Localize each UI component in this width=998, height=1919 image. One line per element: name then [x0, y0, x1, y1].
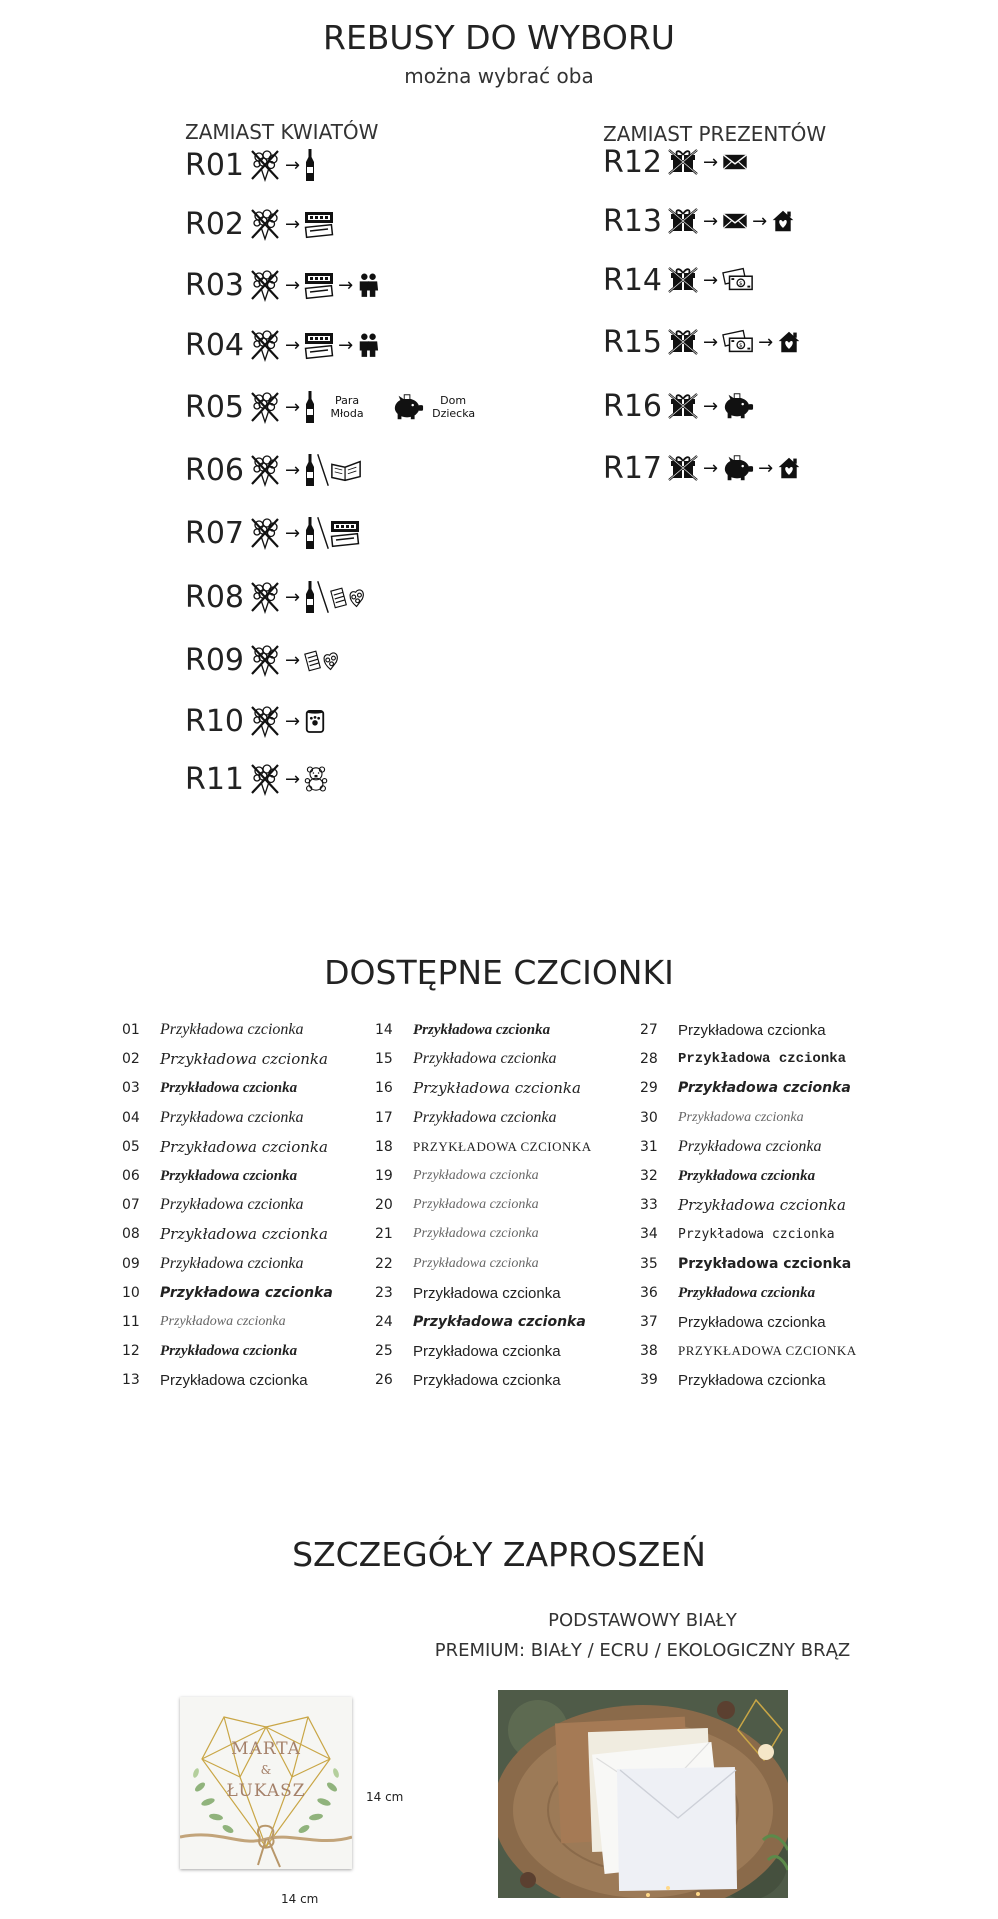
left-column-heading: ZAMIAST KWIATÓW	[185, 120, 379, 144]
rebus-row-r05	[185, 387, 474, 427]
font-sample-24	[375, 1310, 586, 1334]
font-sample-text: Przykładowa czcionka	[678, 1284, 816, 1301]
font-number: 39	[640, 1372, 658, 1388]
font-sample-text: Przykładowa czcionka	[678, 1110, 804, 1125]
font-sample-03	[122, 1076, 297, 1100]
rebus-row-r16	[603, 386, 754, 426]
font-sample-18	[375, 1135, 592, 1159]
arrow-icon: →	[703, 395, 719, 417]
font-number: 08	[122, 1226, 140, 1242]
rebus-code: R10	[185, 703, 245, 739]
font-sample-text: Przykładowa czcionka	[413, 1256, 539, 1271]
arrow-icon: →	[338, 334, 354, 356]
font-sample-text: Przykładowa czcionka	[413, 1197, 539, 1212]
font-number: 05	[122, 1139, 140, 1155]
font-number: 35	[640, 1256, 658, 1272]
bottle-icon	[304, 516, 316, 550]
font-number: 14	[375, 1022, 393, 1038]
font-number: 13	[122, 1372, 140, 1388]
font-number: 34	[640, 1226, 658, 1242]
font-sample-text: Przykładowa czcionka	[413, 1050, 557, 1067]
font-sample-37	[640, 1310, 826, 1334]
arrow-icon: →	[285, 213, 301, 235]
font-number: 04	[122, 1110, 140, 1126]
rebus-row-r06	[185, 450, 362, 490]
slash-separator-icon	[316, 514, 330, 552]
font-number: 20	[375, 1197, 393, 1213]
money-icon	[722, 328, 754, 356]
rebus-row-r01	[185, 145, 316, 185]
rebus-row-r15	[603, 322, 801, 362]
crossed-flowers-icon	[249, 328, 281, 362]
rebus-code: R13	[603, 203, 663, 239]
font-sample-23	[375, 1281, 561, 1305]
rebus-code: R06	[185, 452, 245, 488]
house-heart-icon	[777, 456, 801, 480]
crossed-gift-icon	[667, 207, 699, 235]
font-sample-35	[640, 1252, 851, 1276]
font-number: 10	[122, 1285, 140, 1301]
bottle-icon	[304, 148, 316, 182]
crossed-gift-icon	[667, 454, 699, 482]
card-width-dimension: 14 cm	[281, 1892, 319, 1906]
money-icon	[722, 266, 754, 294]
rebus-row-r17	[603, 448, 801, 488]
pet-food-can-icon	[304, 708, 326, 734]
teddy-bear-icon	[304, 765, 328, 793]
arrow-icon: →	[285, 459, 301, 481]
font-sample-22	[375, 1252, 539, 1276]
font-number: 25	[375, 1343, 393, 1359]
font-sample-13	[122, 1368, 308, 1392]
font-sample-text: Przykładowa czcionka	[678, 1021, 826, 1039]
rebus-row-r14	[603, 260, 754, 300]
rebus-code: R17	[603, 450, 663, 486]
rebus-code: R07	[185, 515, 245, 551]
font-sample-text: Przykładowa czcionka	[160, 1196, 304, 1213]
lottery-ticket-icon	[304, 270, 334, 300]
crossed-flowers-icon	[249, 148, 281, 182]
arrow-icon: →	[752, 210, 768, 232]
font-sample-29	[640, 1076, 851, 1100]
arrow-icon: →	[758, 457, 774, 479]
font-sample-32	[640, 1164, 815, 1188]
rebus-code: R14	[603, 262, 663, 298]
rebus-code: R12	[603, 144, 663, 180]
arrow-icon: →	[285, 154, 301, 176]
arrow-icon: →	[285, 274, 301, 296]
font-sample-34	[640, 1222, 835, 1246]
slash-separator-icon	[316, 578, 330, 616]
note-couple: Para Młoda	[330, 394, 364, 420]
sweets-icon	[330, 583, 368, 611]
font-sample-text: PRZYKŁADOWA CZCIONKA	[678, 1343, 857, 1358]
arrow-icon: →	[758, 331, 774, 353]
font-sample-text: Przykładowa czcionka	[160, 1021, 304, 1038]
piggy-bank-icon	[392, 393, 424, 421]
rebus-row-r08	[185, 577, 368, 617]
font-sample-16	[375, 1076, 581, 1100]
font-sample-text: Przykładowa czcionka	[160, 1314, 286, 1329]
font-sample-38	[640, 1339, 857, 1363]
crossed-flowers-icon	[249, 762, 281, 796]
envelope-icon	[722, 153, 748, 171]
font-sample-09	[122, 1252, 304, 1276]
font-sample-21	[375, 1222, 539, 1246]
font-sample-28	[640, 1047, 846, 1071]
font-number: 38	[640, 1343, 658, 1359]
rebus-row-r12	[603, 142, 748, 182]
right-column-heading: ZAMIAST PREZENTÓW	[603, 122, 827, 146]
rebus-row-r04	[185, 325, 379, 365]
font-sample-text: Przykładowa czcionka	[160, 1050, 328, 1068]
font-sample-text: Przykładowa czcionka	[678, 1371, 826, 1389]
rebus-section-title: REBUSY DO WYBORU	[323, 18, 675, 57]
font-sample-text: Przykładowa czcionka	[160, 1167, 298, 1184]
crossed-gift-icon	[667, 328, 699, 356]
arrow-icon: →	[703, 331, 719, 353]
font-sample-07	[122, 1193, 304, 1217]
crossed-flowers-icon	[249, 207, 281, 241]
rebus-code: R09	[185, 642, 245, 678]
font-number: 31	[640, 1139, 658, 1155]
crossed-flowers-icon	[249, 268, 281, 302]
font-number: 26	[375, 1372, 393, 1388]
arrow-icon: →	[703, 269, 719, 291]
card-name-bride: MARTA	[231, 1739, 301, 1759]
invitation-card	[180, 1697, 352, 1869]
font-sample-text: Przykładowa czcionka	[678, 1313, 826, 1331]
rebus-code: R16	[603, 388, 663, 424]
font-sample-06	[122, 1164, 297, 1188]
lottery-ticket-icon	[304, 330, 334, 360]
font-number: 11	[122, 1314, 140, 1330]
font-number: 32	[640, 1168, 658, 1184]
font-sample-text: Przykładowa czcionka	[678, 1226, 835, 1242]
font-sample-text: Przykładowa czcionka	[160, 1109, 304, 1126]
font-sample-26	[375, 1368, 561, 1392]
font-sample-text: Przykładowa czcionka	[678, 1196, 846, 1214]
arrow-icon: →	[285, 334, 301, 356]
font-number: 22	[375, 1256, 393, 1272]
font-sample-text: Przykładowa czcionka	[413, 1342, 561, 1360]
font-number: 15	[375, 1051, 393, 1067]
font-number: 02	[122, 1051, 140, 1067]
house-heart-icon	[777, 330, 801, 354]
font-number: 27	[640, 1022, 658, 1038]
rebus-code: R01	[185, 147, 245, 183]
font-sample-19	[375, 1164, 539, 1188]
card-ampersand: &	[260, 1763, 272, 1777]
rebus-row-r02	[185, 204, 334, 244]
font-number: 12	[122, 1343, 140, 1359]
font-sample-text: Przykładowa czcionka	[413, 1079, 581, 1097]
font-sample-text: Przykładowa czcionka	[160, 1342, 298, 1359]
font-number: 17	[375, 1110, 393, 1126]
envelopes-photo	[498, 1690, 788, 1898]
font-sample-27	[640, 1018, 826, 1042]
rebus-code: R03	[185, 267, 245, 303]
arrow-icon: →	[285, 768, 301, 790]
font-sample-11	[122, 1310, 286, 1334]
arrow-icon: →	[703, 457, 719, 479]
rebus-code: R02	[185, 206, 245, 242]
crossed-flowers-icon	[249, 390, 281, 424]
font-sample-02	[122, 1047, 328, 1071]
font-sample-31	[640, 1135, 822, 1159]
font-sample-17	[375, 1106, 557, 1130]
font-sample-text: Przykładowa czcionka	[678, 1167, 816, 1184]
rebus-row-r07	[185, 513, 360, 553]
piggy-bank-icon	[722, 454, 754, 482]
font-sample-39	[640, 1368, 826, 1392]
note-orphanage: Dom Dziecka	[432, 394, 476, 420]
rebus-row-r09	[185, 640, 342, 680]
envelope-line-basic: PODSTAWOWY BIAŁY	[548, 1610, 737, 1631]
rebus-code: R11	[185, 761, 245, 797]
arrow-icon: →	[285, 396, 301, 418]
lottery-ticket-icon	[304, 209, 334, 239]
font-sample-text: PRZYKŁADOWA CZCIONKA	[413, 1139, 592, 1154]
couple-icon	[357, 332, 379, 358]
card-name-groom: ŁUKASZ	[226, 1781, 306, 1801]
rebus-section-subtitle: można wybrać oba	[404, 64, 594, 88]
arrow-icon: →	[338, 274, 354, 296]
font-sample-text: Przykładowa czcionka	[413, 1314, 586, 1330]
crossed-gift-icon	[667, 266, 699, 294]
font-sample-01	[122, 1018, 304, 1042]
crossed-gift-icon	[667, 148, 699, 176]
font-sample-text: Przykładowa czcionka	[160, 1225, 328, 1243]
font-number: 33	[640, 1197, 658, 1213]
font-sample-08	[122, 1222, 328, 1246]
font-sample-33	[640, 1193, 846, 1217]
card-height-dimension: 14 cm	[366, 1790, 404, 1804]
font-sample-text: Przykładowa czcionka	[160, 1285, 333, 1301]
font-sample-text: Przykładowa czcionka	[413, 1371, 561, 1389]
font-number: 06	[122, 1168, 140, 1184]
book-icon	[330, 458, 362, 482]
font-number: 18	[375, 1139, 393, 1155]
font-sample-text: Przykładowa czcionka	[413, 1284, 561, 1302]
font-sample-12	[122, 1339, 297, 1363]
font-number: 23	[375, 1285, 393, 1301]
couple-icon	[357, 272, 379, 298]
font-sample-04	[122, 1106, 304, 1130]
arrow-icon: →	[285, 586, 301, 608]
font-number: 19	[375, 1168, 393, 1184]
lottery-ticket-icon	[330, 518, 360, 548]
crossed-flowers-icon	[249, 704, 281, 738]
envelope-line-premium: PREMIUM: BIAŁY / ECRU / EKOLOGICZNY BRĄZ	[434, 1640, 851, 1661]
font-sample-10	[122, 1281, 333, 1305]
font-sample-25	[375, 1339, 561, 1363]
crossed-flowers-icon	[249, 643, 281, 677]
font-sample-15	[375, 1047, 557, 1071]
font-number: 01	[122, 1022, 140, 1038]
rebus-row-r10	[185, 701, 326, 741]
house-heart-icon	[771, 209, 795, 233]
bottle-icon	[304, 390, 316, 424]
arrow-icon: →	[285, 710, 301, 732]
font-sample-text: Przykładowa czcionka	[160, 1079, 298, 1096]
font-sample-text: Przykładowa czcionka	[413, 1168, 539, 1183]
rebus-row-r11	[185, 759, 328, 799]
font-sample-36	[640, 1281, 815, 1305]
bottle-icon	[304, 580, 316, 614]
sweets-icon	[304, 646, 342, 674]
font-number: 36	[640, 1285, 658, 1301]
font-number: 30	[640, 1110, 658, 1126]
font-number: 24	[375, 1314, 393, 1330]
font-sample-text: Przykładowa czcionka	[160, 1371, 308, 1389]
font-number: 28	[640, 1051, 658, 1067]
font-sample-text: Przykładowa czcionka	[160, 1138, 328, 1156]
rebus-code: R05	[185, 389, 245, 425]
rebus-code: R15	[603, 324, 663, 360]
crossed-flowers-icon	[249, 580, 281, 614]
crossed-flowers-icon	[249, 516, 281, 550]
crossed-gift-icon	[667, 392, 699, 420]
rebus-row-r13	[603, 201, 795, 241]
details-section-title: SZCZEGÓŁY ZAPROSZEŃ	[292, 1535, 706, 1574]
font-number: 29	[640, 1080, 658, 1096]
envelope-icon	[722, 212, 748, 230]
arrow-icon: →	[703, 210, 719, 232]
font-sample-30	[640, 1106, 804, 1130]
font-sample-05	[122, 1135, 328, 1159]
font-number: 21	[375, 1226, 393, 1242]
rebus-row-r03	[185, 265, 379, 305]
rebus-code: R04	[185, 327, 245, 363]
rebus-code: R08	[185, 579, 245, 615]
font-sample-text: Przykładowa czcionka	[678, 1138, 822, 1155]
font-sample-20	[375, 1193, 539, 1217]
arrow-icon: →	[285, 522, 301, 544]
slash-separator-icon	[316, 451, 330, 489]
font-number: 16	[375, 1080, 393, 1096]
font-sample-text: Przykładowa czcionka	[160, 1255, 304, 1272]
font-sample-14	[375, 1018, 550, 1042]
font-number: 09	[122, 1256, 140, 1272]
font-sample-text: Przykładowa czcionka	[678, 1051, 847, 1067]
piggy-bank-icon	[722, 392, 754, 420]
font-sample-text: Przykładowa czcionka	[413, 1226, 539, 1241]
font-sample-text: Przykładowa czcionka	[413, 1109, 557, 1126]
crossed-flowers-icon	[249, 453, 281, 487]
fonts-section-title: DOSTĘPNE CZCIONKI	[324, 953, 674, 992]
font-number: 07	[122, 1197, 140, 1213]
font-number: 03	[122, 1080, 140, 1096]
font-sample-text: Przykładowa czcionka	[678, 1080, 851, 1096]
arrow-icon: →	[703, 151, 719, 173]
font-sample-text: Przykładowa czcionka	[678, 1256, 852, 1272]
font-number: 37	[640, 1314, 658, 1330]
arrow-icon: →	[285, 649, 301, 671]
bottle-icon	[304, 453, 316, 487]
font-sample-text: Przykładowa czcionka	[413, 1021, 551, 1038]
